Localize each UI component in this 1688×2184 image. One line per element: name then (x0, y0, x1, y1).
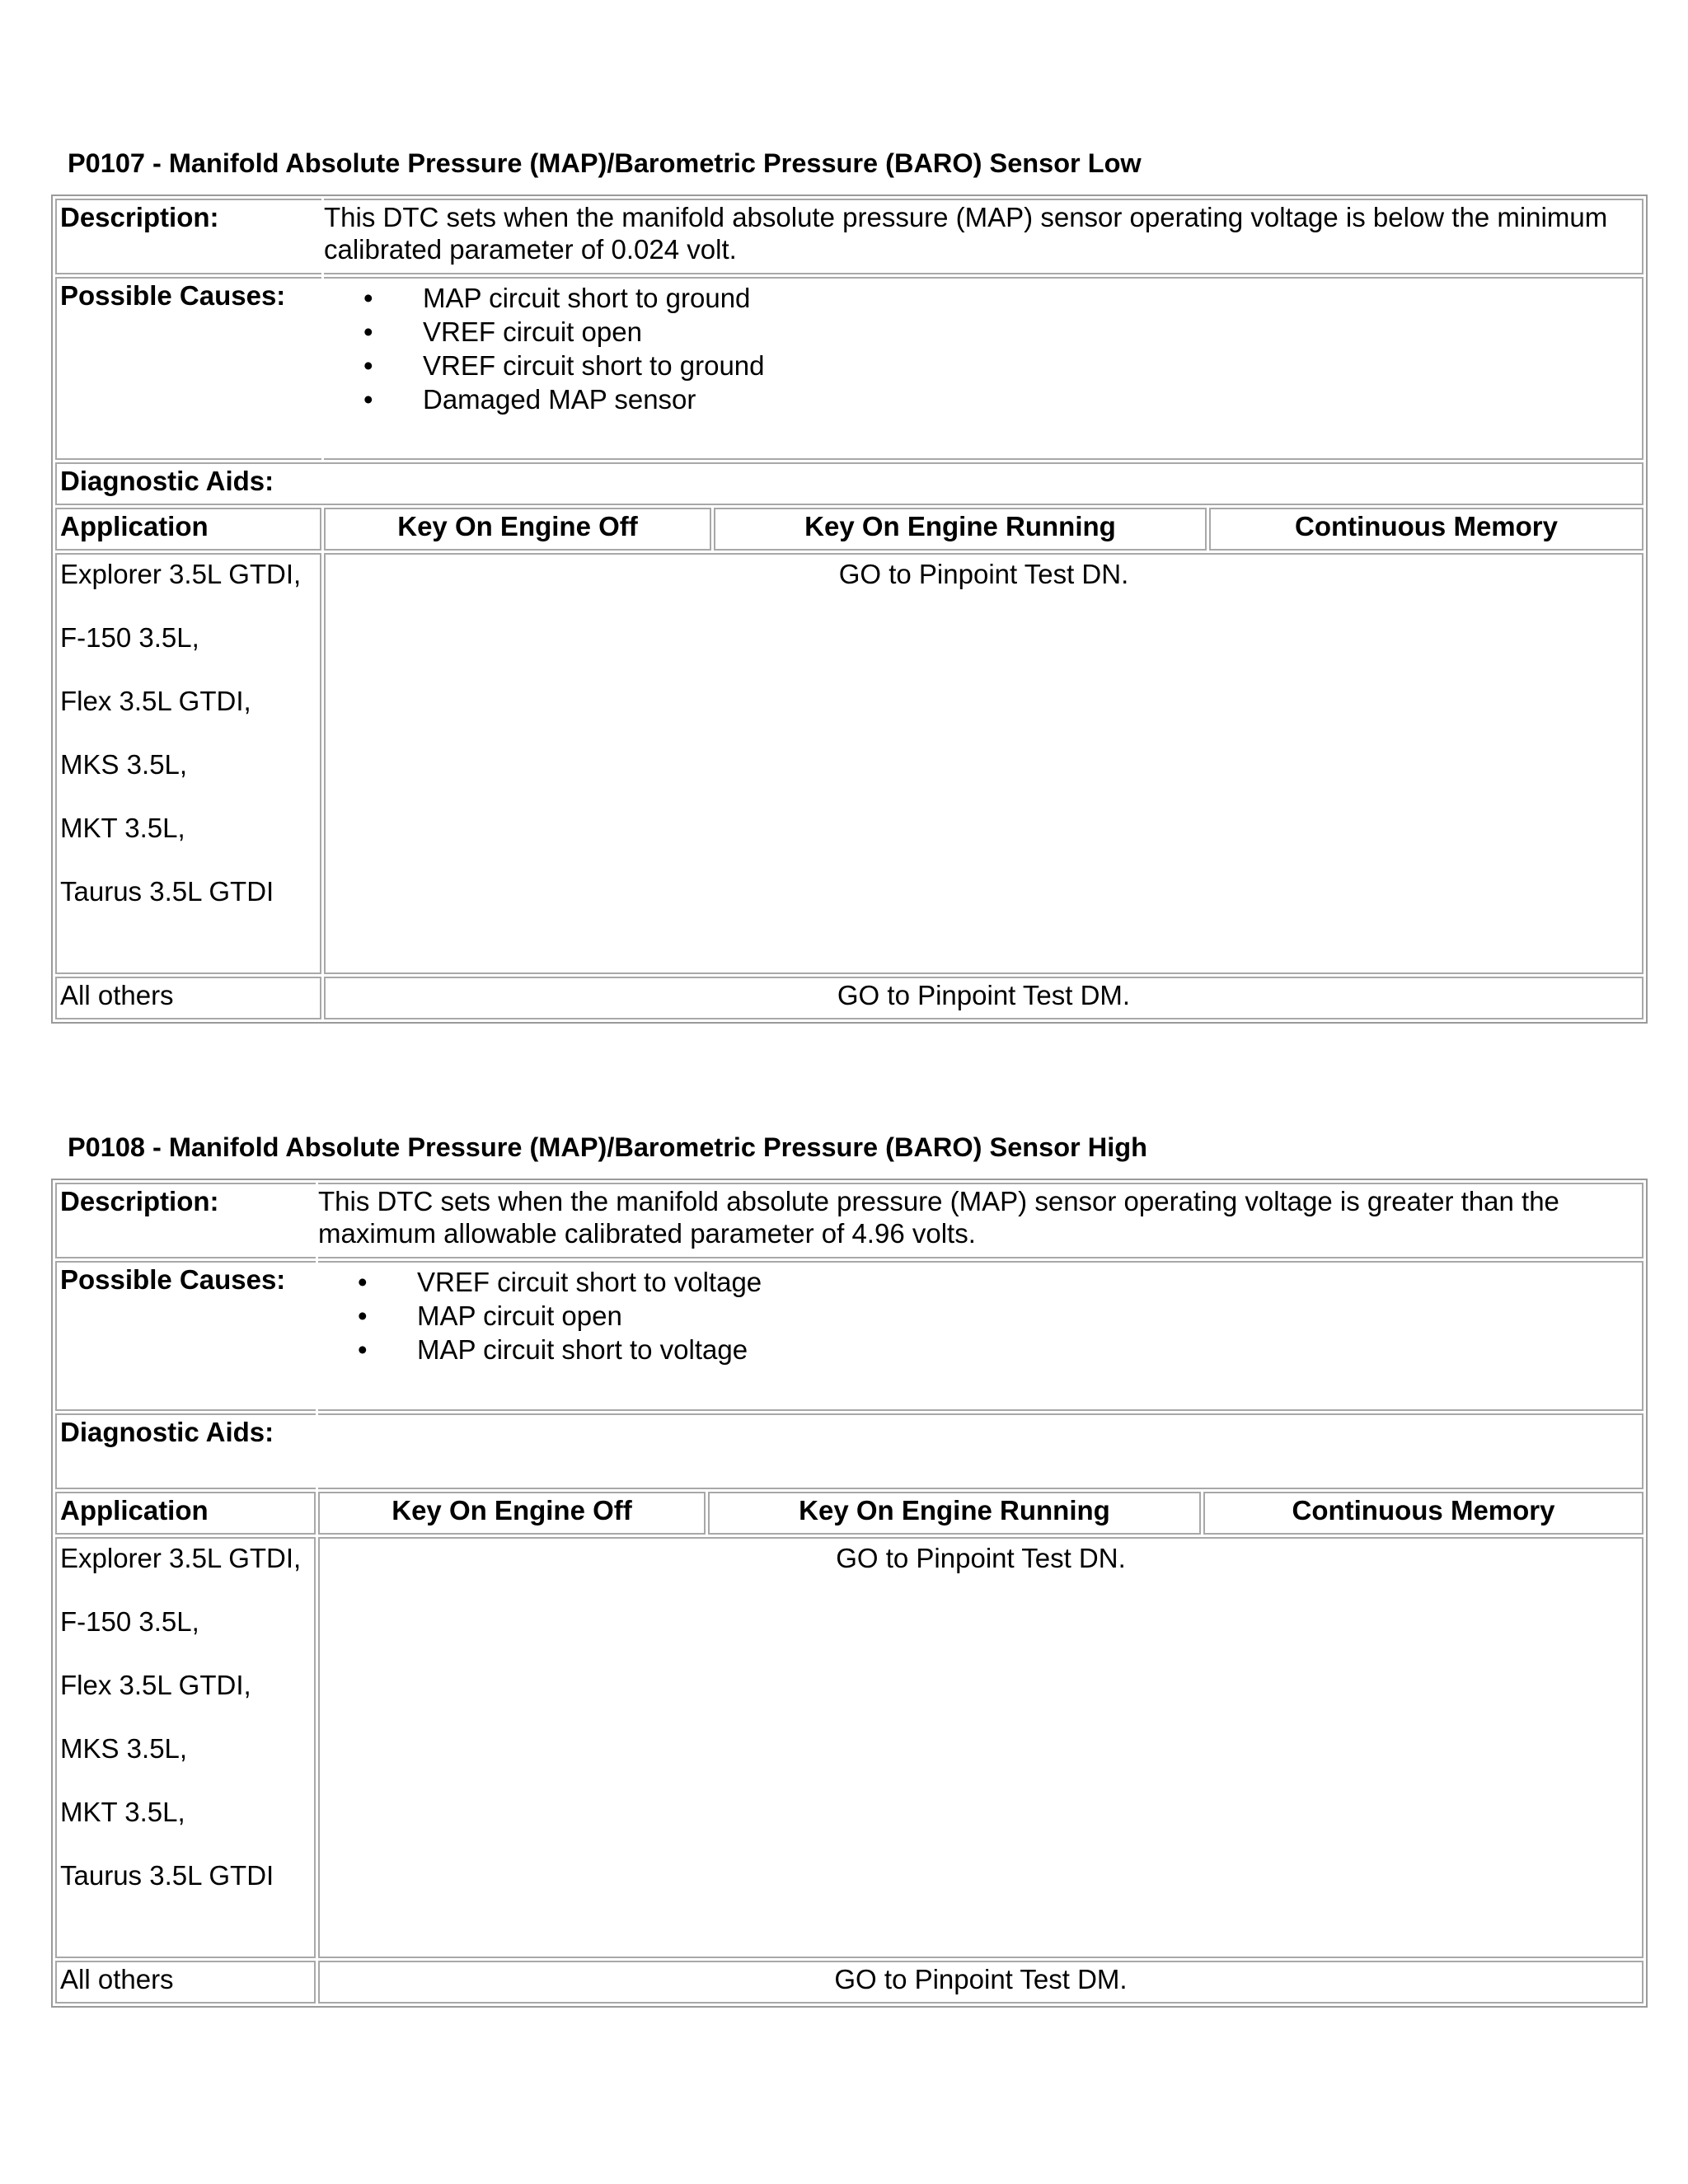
header-koer: Key On Engine Running (708, 1492, 1201, 1535)
header-koeo: Key On Engine Off (318, 1492, 706, 1535)
cause-item: • MAP circuit short to voltage (318, 1333, 1639, 1366)
cause-item: • VREF circuit short to voltage (318, 1265, 1639, 1299)
possible-causes-cell (324, 277, 1643, 460)
application-item: Taurus 3.5L GTDI (60, 876, 274, 907)
possible-causes-label: Possible Causes: (55, 1261, 316, 1411)
action-text: GO to Pinpoint Test DM. (324, 977, 1643, 1019)
header-continuous-memory: Continuous Memory (1209, 508, 1643, 551)
diagnostic-aids-label: Diagnostic Aids: (55, 1413, 316, 1489)
header-application: Application (55, 1492, 316, 1535)
possible-causes-cell (318, 1261, 1643, 1411)
cause-item: • VREF circuit open (324, 315, 1639, 349)
cause-item: • MAP circuit short to ground (324, 281, 1639, 315)
header-koeo: Key On Engine Off (324, 508, 711, 551)
application-item: MKT 3.5L, (60, 1797, 185, 1827)
description-label: Description: (55, 1183, 316, 1258)
application-item: Taurus 3.5L GTDI (60, 1860, 274, 1891)
dtc-table (51, 1179, 1648, 2008)
application-item: Flex 3.5L GTDI, (60, 686, 251, 716)
application-cell (55, 553, 321, 974)
application-item: MKT 3.5L, (60, 813, 185, 843)
application-item: MKS 3.5L, (60, 749, 188, 780)
application-item: All others (55, 1961, 316, 2004)
possible-causes-label: Possible Causes: (55, 277, 321, 460)
causes-list (318, 1265, 1639, 1366)
causes-list (324, 281, 1639, 416)
diagnostic-aids-cell (318, 1413, 1643, 1489)
application-cell (55, 1537, 316, 1958)
header-continuous-memory: Continuous Memory (1203, 1492, 1643, 1535)
header-application: Application (55, 508, 321, 551)
section-title: P0107 - Manifold Absolute Pressure (MAP)/Barometric Pressure (BARO) Sensor Low (68, 148, 1142, 178)
action-text: GO to Pinpoint Test DN. (318, 1537, 1643, 1958)
cause-item: • Damaged MAP sensor (324, 382, 1639, 416)
description-text: This DTC sets when the manifold absolute pressure (MAP) sensor operating voltage is below the minimum calibrated parameter of 0.024 volt. (324, 199, 1643, 274)
section-title: P0108 - Manifold Absolute Pressure (MAP)/Barometric Pressure (BARO) Sensor High (68, 1132, 1147, 1162)
description-label: Description: (55, 199, 321, 274)
dtc-table (51, 194, 1648, 1024)
diagnostic-aids-label: Diagnostic Aids: (55, 462, 1643, 505)
application-item: Flex 3.5L GTDI, (60, 1670, 251, 1700)
application-item: All others (55, 977, 321, 1019)
application-item: F-150 3.5L, (60, 1606, 199, 1637)
action-text: GO to Pinpoint Test DM. (318, 1961, 1643, 2004)
application-item: Explorer 3.5L GTDI, (60, 559, 302, 589)
action-text: GO to Pinpoint Test DN. (324, 553, 1643, 974)
application-item: MKS 3.5L, (60, 1733, 188, 1764)
cause-item: • MAP circuit open (318, 1299, 1639, 1333)
header-koer: Key On Engine Running (714, 508, 1207, 551)
cause-item: • VREF circuit short to ground (324, 349, 1639, 382)
description-text: This DTC sets when the manifold absolute pressure (MAP) sensor operating voltage is greater than the maximum allowable calibrated parameter of 4.96 volts. (318, 1183, 1643, 1258)
application-item: F-150 3.5L, (60, 622, 199, 653)
application-item: Explorer 3.5L GTDI, (60, 1543, 302, 1573)
